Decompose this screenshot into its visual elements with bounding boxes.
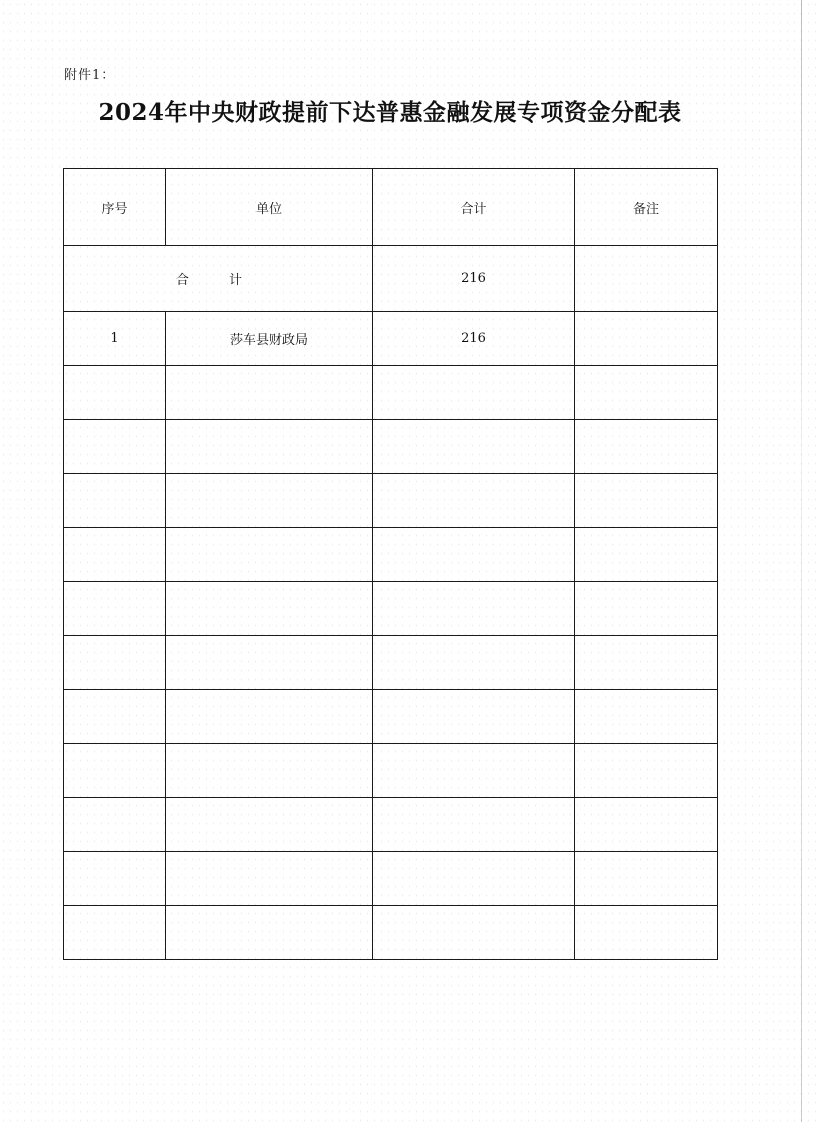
header-unit: 单位	[166, 169, 373, 246]
row-unit	[166, 366, 373, 420]
table-row	[64, 366, 718, 420]
total-label: 合 计	[64, 246, 373, 312]
row-amount	[373, 798, 575, 852]
row-remark	[575, 420, 718, 474]
row-index	[64, 474, 166, 528]
row-amount	[373, 474, 575, 528]
row-amount	[373, 528, 575, 582]
total-row	[64, 246, 718, 312]
row-remark	[575, 636, 718, 690]
row-remark	[575, 312, 718, 366]
row-amount	[373, 852, 575, 906]
row-unit	[166, 582, 373, 636]
row-index: 1	[64, 312, 166, 366]
total-amount: 216	[373, 246, 575, 312]
row-unit	[166, 636, 373, 690]
row-index	[64, 744, 166, 798]
row-remark	[575, 744, 718, 798]
row-remark	[575, 798, 718, 852]
row-amount	[373, 420, 575, 474]
table-header-row	[64, 169, 718, 246]
row-index	[64, 906, 166, 960]
row-amount	[373, 636, 575, 690]
row-unit	[166, 474, 373, 528]
row-unit	[166, 906, 373, 960]
row-amount	[373, 690, 575, 744]
table-row	[64, 582, 718, 636]
row-amount	[373, 582, 575, 636]
attachment-label: 附件1：	[64, 68, 116, 83]
row-index	[64, 690, 166, 744]
row-remark	[575, 582, 718, 636]
row-amount: 216	[373, 312, 575, 366]
table-row	[64, 852, 718, 906]
row-index	[64, 366, 166, 420]
header-index: 序号	[64, 169, 166, 246]
row-remark	[575, 366, 718, 420]
row-index	[64, 798, 166, 852]
row-remark	[575, 474, 718, 528]
total-remark	[575, 246, 718, 312]
row-index	[64, 528, 166, 582]
table-row	[64, 798, 718, 852]
row-unit	[166, 420, 373, 474]
document-title: 2024年中央财政提前下达普惠金融发展专项资金分配表	[98, 99, 682, 126]
table-row	[64, 636, 718, 690]
allocation-table	[63, 168, 718, 960]
table-row	[64, 474, 718, 528]
table-row	[64, 528, 718, 582]
row-amount	[373, 366, 575, 420]
row-index	[64, 636, 166, 690]
row-unit	[166, 690, 373, 744]
scan-edge	[801, 0, 802, 1122]
row-amount	[373, 744, 575, 798]
allocation-table-container	[63, 168, 718, 960]
row-index	[64, 852, 166, 906]
row-unit	[166, 852, 373, 906]
row-remark	[575, 528, 718, 582]
row-amount	[373, 906, 575, 960]
row-unit	[166, 798, 373, 852]
row-unit	[166, 528, 373, 582]
row-remark	[575, 906, 718, 960]
table-row	[64, 420, 718, 474]
row-unit	[166, 744, 373, 798]
table-row	[64, 690, 718, 744]
row-remark	[575, 852, 718, 906]
row-index	[64, 420, 166, 474]
header-total: 合计	[373, 169, 575, 246]
table-row	[64, 312, 718, 366]
row-remark	[575, 690, 718, 744]
header-remark: 备注	[575, 169, 718, 246]
table-row	[64, 906, 718, 960]
row-index	[64, 582, 166, 636]
table-row	[64, 744, 718, 798]
row-unit: 莎车县财政局	[166, 312, 373, 366]
